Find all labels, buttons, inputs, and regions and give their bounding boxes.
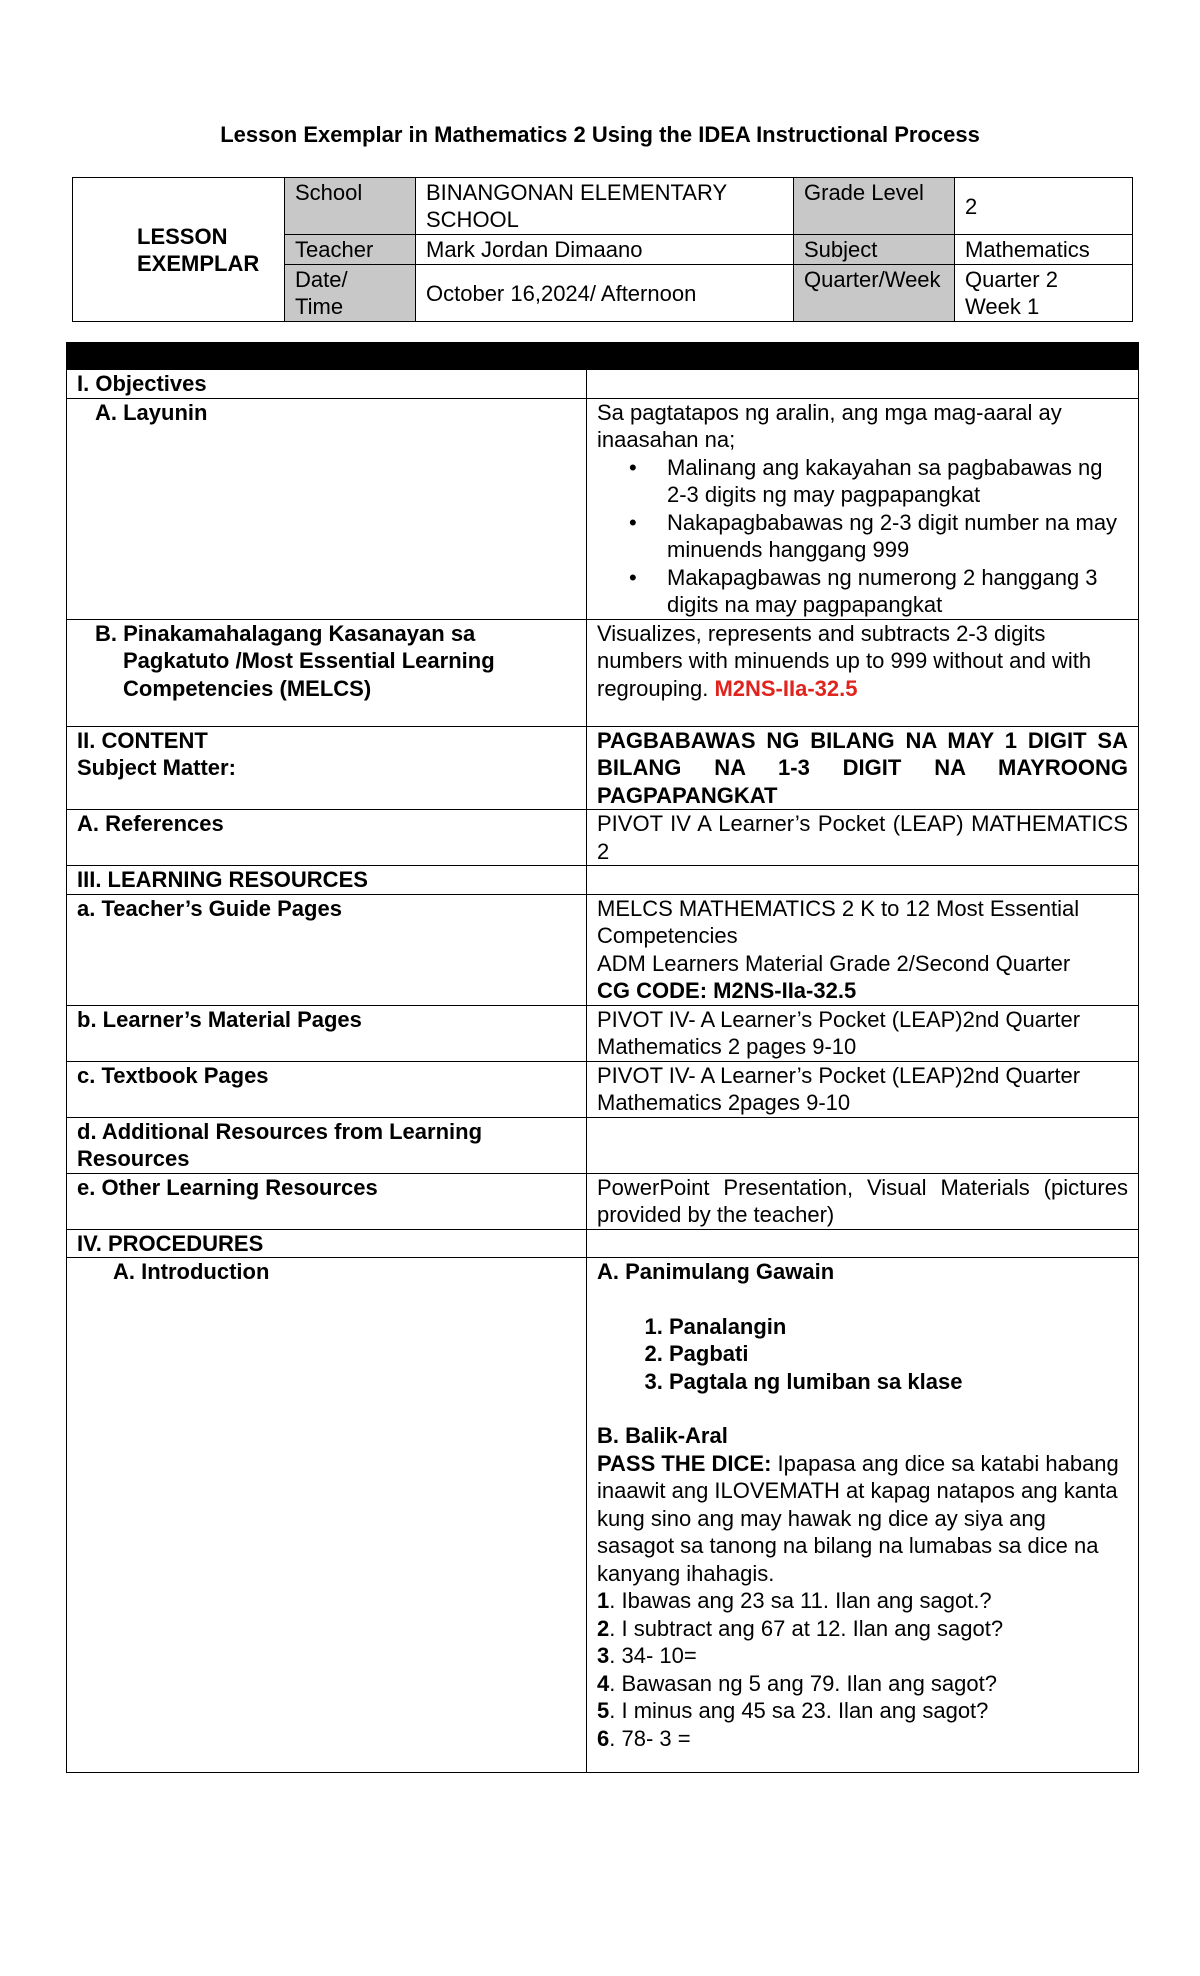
lesson-exemplar-label: LESSON EXEMPLAR bbox=[73, 178, 285, 322]
table-row bbox=[67, 619, 1139, 726]
subject-label: Subject bbox=[794, 235, 955, 265]
pass-the-dice-text: PASS THE DICE: Ipapasa ang dice sa katabi habang inaawit ang ILOVEMATH at kapag natapos ang kanta kung sino ang may hawak ng dice ay siya ang sasagot sa tanong na bilang na lumabas sa dice na kanyang ihahagis. bbox=[597, 1450, 1119, 1586]
lesson-table bbox=[66, 342, 1139, 1773]
teacher-label: Teacher bbox=[285, 235, 416, 265]
table-row bbox=[67, 894, 1139, 1005]
table-row bbox=[67, 810, 1139, 866]
introduction-content bbox=[587, 1258, 1139, 1773]
quarter-label: Quarter/Week bbox=[794, 265, 955, 322]
layunin-list bbox=[597, 454, 1128, 619]
melcs-label: B. Pinakamahalagang Kasanayan sa Pagkatuto /Most Essential Learning Competencies (MELCS) bbox=[67, 619, 587, 726]
question-item: 5. I minus ang 45 sa 23. Ilan ang sagot? bbox=[597, 1698, 989, 1723]
list-item: • Makapagbawas ng numerong 2 hanggang 3 digits na may pagpapangkat bbox=[667, 564, 1128, 619]
procedures-heading: IV. PROCEDURES bbox=[67, 1229, 587, 1258]
quarter-value: Quarter 2 Week 1 bbox=[955, 265, 1133, 322]
table-row bbox=[67, 398, 1139, 619]
question-item: 1. Ibawas ang 23 sa 11. Ilan ang sagot.? bbox=[597, 1588, 992, 1613]
list-item: 2. Pagbati bbox=[669, 1340, 1128, 1368]
subject-value: Mathematics bbox=[955, 235, 1133, 265]
table-row bbox=[67, 1229, 1139, 1258]
panimula-heading: A. Panimulang Gawain bbox=[597, 1259, 835, 1284]
date-value: October 16,2024/ Afternoon bbox=[416, 265, 794, 322]
resources-heading: III. LEARNING RESOURCES bbox=[67, 866, 587, 895]
objectives-heading: I. Objectives bbox=[67, 370, 587, 399]
layunin-intro: Sa pagtatapos ng aralin, ang mga mag-aaral ay inaasahan na; bbox=[597, 399, 1062, 452]
school-value: BINANGONAN ELEMENTARY SCHOOL bbox=[416, 178, 794, 235]
table-row bbox=[67, 726, 1139, 810]
teachers-guide-line1: MELCS MATHEMATICS 2 K to 12 Most Essential Competencies bbox=[597, 895, 1080, 948]
subject-matter-label: Subject Matter: bbox=[77, 755, 236, 780]
content-heading: II. CONTENT bbox=[77, 727, 208, 753]
panimula-list bbox=[597, 1313, 1128, 1396]
balik-aral-heading: B. Balik-Aral bbox=[597, 1423, 728, 1448]
learners-material-label: b. Learner’s Material Pages bbox=[67, 1005, 587, 1061]
table-row bbox=[67, 866, 1139, 895]
additional-resources-label: d. Additional Resources from Learning Resources bbox=[67, 1117, 587, 1173]
references-value: PIVOT IV A Learner’s Pocket (LEAP) MATHEMATICS 2 bbox=[587, 810, 1139, 866]
content-heading-cell bbox=[67, 726, 587, 810]
header-table bbox=[72, 177, 1133, 322]
learners-material-value: PIVOT IV- A Learner’s Pocket (LEAP)2nd Quarter Mathematics 2 pages 9-10 bbox=[587, 1005, 1139, 1061]
subject-matter-value: PAGBABAWAS NG BILANG NA MAY 1 DIGIT SA BILANG NA 1-3 DIGIT NA MAYROONG PAGPAPANGKAT bbox=[587, 726, 1139, 810]
table-row bbox=[67, 1258, 1139, 1773]
question-item: 3. 34- 10= bbox=[597, 1643, 697, 1668]
references-label: A. References bbox=[67, 810, 587, 866]
document-title: Lesson Exemplar in Mathematics 2 Using the IDEA Instructional Process bbox=[220, 122, 980, 147]
other-resources-label: e. Other Learning Resources bbox=[67, 1173, 587, 1229]
melcs-text: Visualizes, represents and subtracts 2-3 digits numbers with minuends up to 999 without and with regrouping. bbox=[597, 620, 1092, 701]
table-row bbox=[67, 1061, 1139, 1117]
textbook-label: c. Textbook Pages bbox=[67, 1061, 587, 1117]
question-item: 2. I subtract ang 67 at 12. Ilan ang sagot? bbox=[597, 1615, 1004, 1641]
list-item: 3. Pagtala ng lumiban sa klase bbox=[669, 1368, 1128, 1396]
question-item: 4. Bawasan ng 5 ang 79. Ilan ang sagot? bbox=[597, 1670, 997, 1696]
teachers-guide-label: a. Teacher’s Guide Pages bbox=[67, 894, 587, 1005]
table-header-bar bbox=[67, 343, 1139, 370]
list-item: • Nakapagbabawas ng 2-3 digit number na may minuends hanggang 999 bbox=[667, 509, 1128, 564]
cg-code: CG CODE: M2NS-IIa-32.5 bbox=[597, 978, 857, 1003]
layunin-label: A. Layunin bbox=[67, 398, 587, 619]
layunin-content bbox=[587, 398, 1139, 619]
introduction-label: A. Introduction bbox=[67, 1258, 587, 1773]
table-row bbox=[67, 1173, 1139, 1229]
other-resources-value: PowerPoint Presentation, Visual Materials (pictures provided by the teacher) bbox=[587, 1173, 1139, 1229]
melcs-content bbox=[587, 619, 1139, 726]
textbook-value: PIVOT IV- A Learner’s Pocket (LEAP)2nd Quarter Mathematics 2pages 9-10 bbox=[587, 1061, 1139, 1117]
list-item: 1. Panalangin bbox=[669, 1313, 1128, 1341]
question-item: 6. 78- 3 = bbox=[597, 1725, 691, 1751]
grade-value: 2 bbox=[955, 178, 1133, 235]
table-row bbox=[67, 1005, 1139, 1061]
table-row bbox=[67, 370, 1139, 399]
melcs-code: M2NS-IIa-32.5 bbox=[714, 675, 858, 701]
date-label: Date/ Time bbox=[285, 265, 416, 322]
school-label: School bbox=[285, 178, 416, 235]
teacher-value: Mark Jordan Dimaano bbox=[416, 235, 794, 265]
grade-label: Grade Level bbox=[794, 178, 955, 235]
teachers-guide-content bbox=[587, 894, 1139, 1005]
table-row bbox=[67, 1117, 1139, 1173]
teachers-guide-line2: ADM Learners Material Grade 2/Second Quarter bbox=[597, 950, 1071, 976]
list-item: • Malinang ang kakayahan sa pagbabawas ng 2-3 digits ng may pagpapangkat bbox=[667, 454, 1128, 509]
